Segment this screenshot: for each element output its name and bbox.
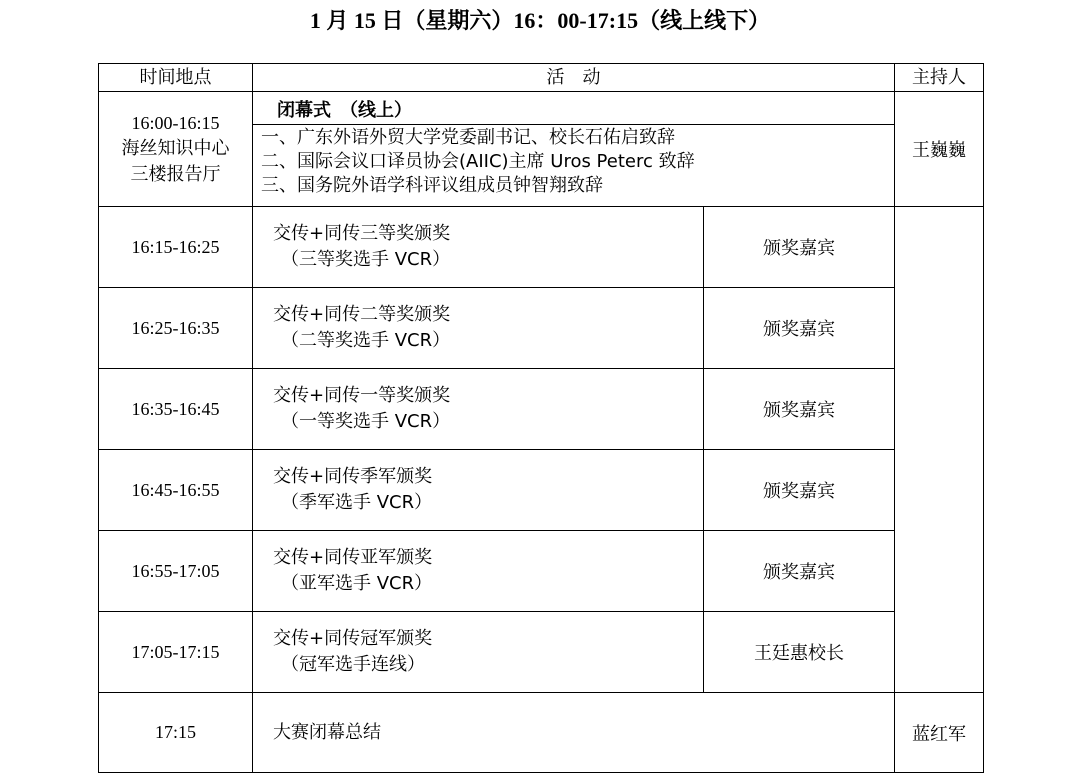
award-row bbox=[99, 288, 984, 369]
award-activity bbox=[253, 450, 704, 531]
closing-time: 16:00-16:15 bbox=[131, 113, 220, 133]
award-host-cell bbox=[895, 207, 984, 693]
award-guest: 颁奖嘉宾 bbox=[704, 207, 895, 288]
award-row bbox=[99, 369, 984, 450]
closing-title: 闭幕式 （线上） bbox=[253, 98, 894, 125]
closing-row bbox=[99, 92, 984, 207]
award-subtitle: （二等奖选手 VCR） bbox=[281, 330, 451, 351]
award-subtitle: （三等奖选手 VCR） bbox=[281, 249, 451, 270]
award-row bbox=[99, 531, 984, 612]
award-title: 交传+同传冠军颁奖 bbox=[273, 628, 433, 649]
closing-item: 二、国际会议口译员协会(AIIC)主席 Uros Peterc 致辞 bbox=[261, 151, 695, 172]
award-time: 16:15-16:25 bbox=[99, 207, 253, 288]
award-activity bbox=[253, 612, 704, 693]
award-time: 16:45-16:55 bbox=[99, 450, 253, 531]
award-activity bbox=[253, 207, 704, 288]
header-activity: 活 动 bbox=[253, 64, 895, 92]
award-title: 交传+同传亚军颁奖 bbox=[273, 547, 433, 568]
closing-item: 一、广东外语外贸大学党委副书记、校长石佑启致辞 bbox=[261, 127, 675, 148]
award-guest: 颁奖嘉宾 bbox=[704, 450, 895, 531]
header-row bbox=[99, 64, 984, 92]
award-guest: 王廷惠校长 bbox=[704, 612, 895, 693]
closing-activity bbox=[253, 92, 895, 207]
summary-row bbox=[99, 693, 984, 773]
award-activity bbox=[253, 288, 704, 369]
award-guest: 颁奖嘉宾 bbox=[704, 288, 895, 369]
award-row bbox=[99, 207, 984, 288]
award-subtitle: （一等奖选手 VCR） bbox=[281, 411, 451, 432]
header-host: 主持人 bbox=[895, 64, 984, 92]
award-guest: 颁奖嘉宾 bbox=[704, 369, 895, 450]
award-time: 17:05-17:15 bbox=[99, 612, 253, 693]
page-title: 1 月 15 日（星期六）16：00-17:15（线上线下） bbox=[309, 8, 771, 33]
award-title: 交传+同传二等奖颁奖 bbox=[273, 304, 451, 325]
header-time-place: 时间地点 bbox=[99, 64, 253, 92]
award-time: 16:25-16:35 bbox=[99, 288, 253, 369]
award-activity bbox=[253, 531, 704, 612]
closing-host: 王巍巍 bbox=[895, 92, 984, 207]
schedule-table bbox=[98, 63, 984, 773]
award-subtitle: （冠军选手连线） bbox=[281, 654, 425, 675]
closing-place-line: 海丝知识中心 bbox=[121, 138, 230, 159]
award-title: 交传+同传一等奖颁奖 bbox=[273, 385, 451, 406]
award-activity bbox=[253, 369, 704, 450]
summary-time: 17:15 bbox=[99, 693, 253, 773]
award-title: 交传+同传三等奖颁奖 bbox=[273, 223, 451, 244]
closing-time-place bbox=[99, 92, 253, 207]
award-subtitle: （季军选手 VCR） bbox=[281, 492, 433, 513]
summary-activity: 大赛闭幕总结 bbox=[253, 693, 895, 773]
award-time: 16:55-17:05 bbox=[99, 531, 253, 612]
closing-item: 三、国务院外语学科评议组成员钟智翔致辞 bbox=[261, 175, 603, 196]
closing-place-line: 三楼报告厅 bbox=[130, 164, 221, 185]
award-subtitle: （亚军选手 VCR） bbox=[281, 573, 433, 594]
summary-host: 蓝红军 bbox=[895, 693, 984, 773]
award-time: 16:35-16:45 bbox=[99, 369, 253, 450]
award-row bbox=[99, 612, 984, 693]
award-row bbox=[99, 450, 984, 531]
award-guest: 颁奖嘉宾 bbox=[704, 531, 895, 612]
award-title: 交传+同传季军颁奖 bbox=[273, 466, 433, 487]
